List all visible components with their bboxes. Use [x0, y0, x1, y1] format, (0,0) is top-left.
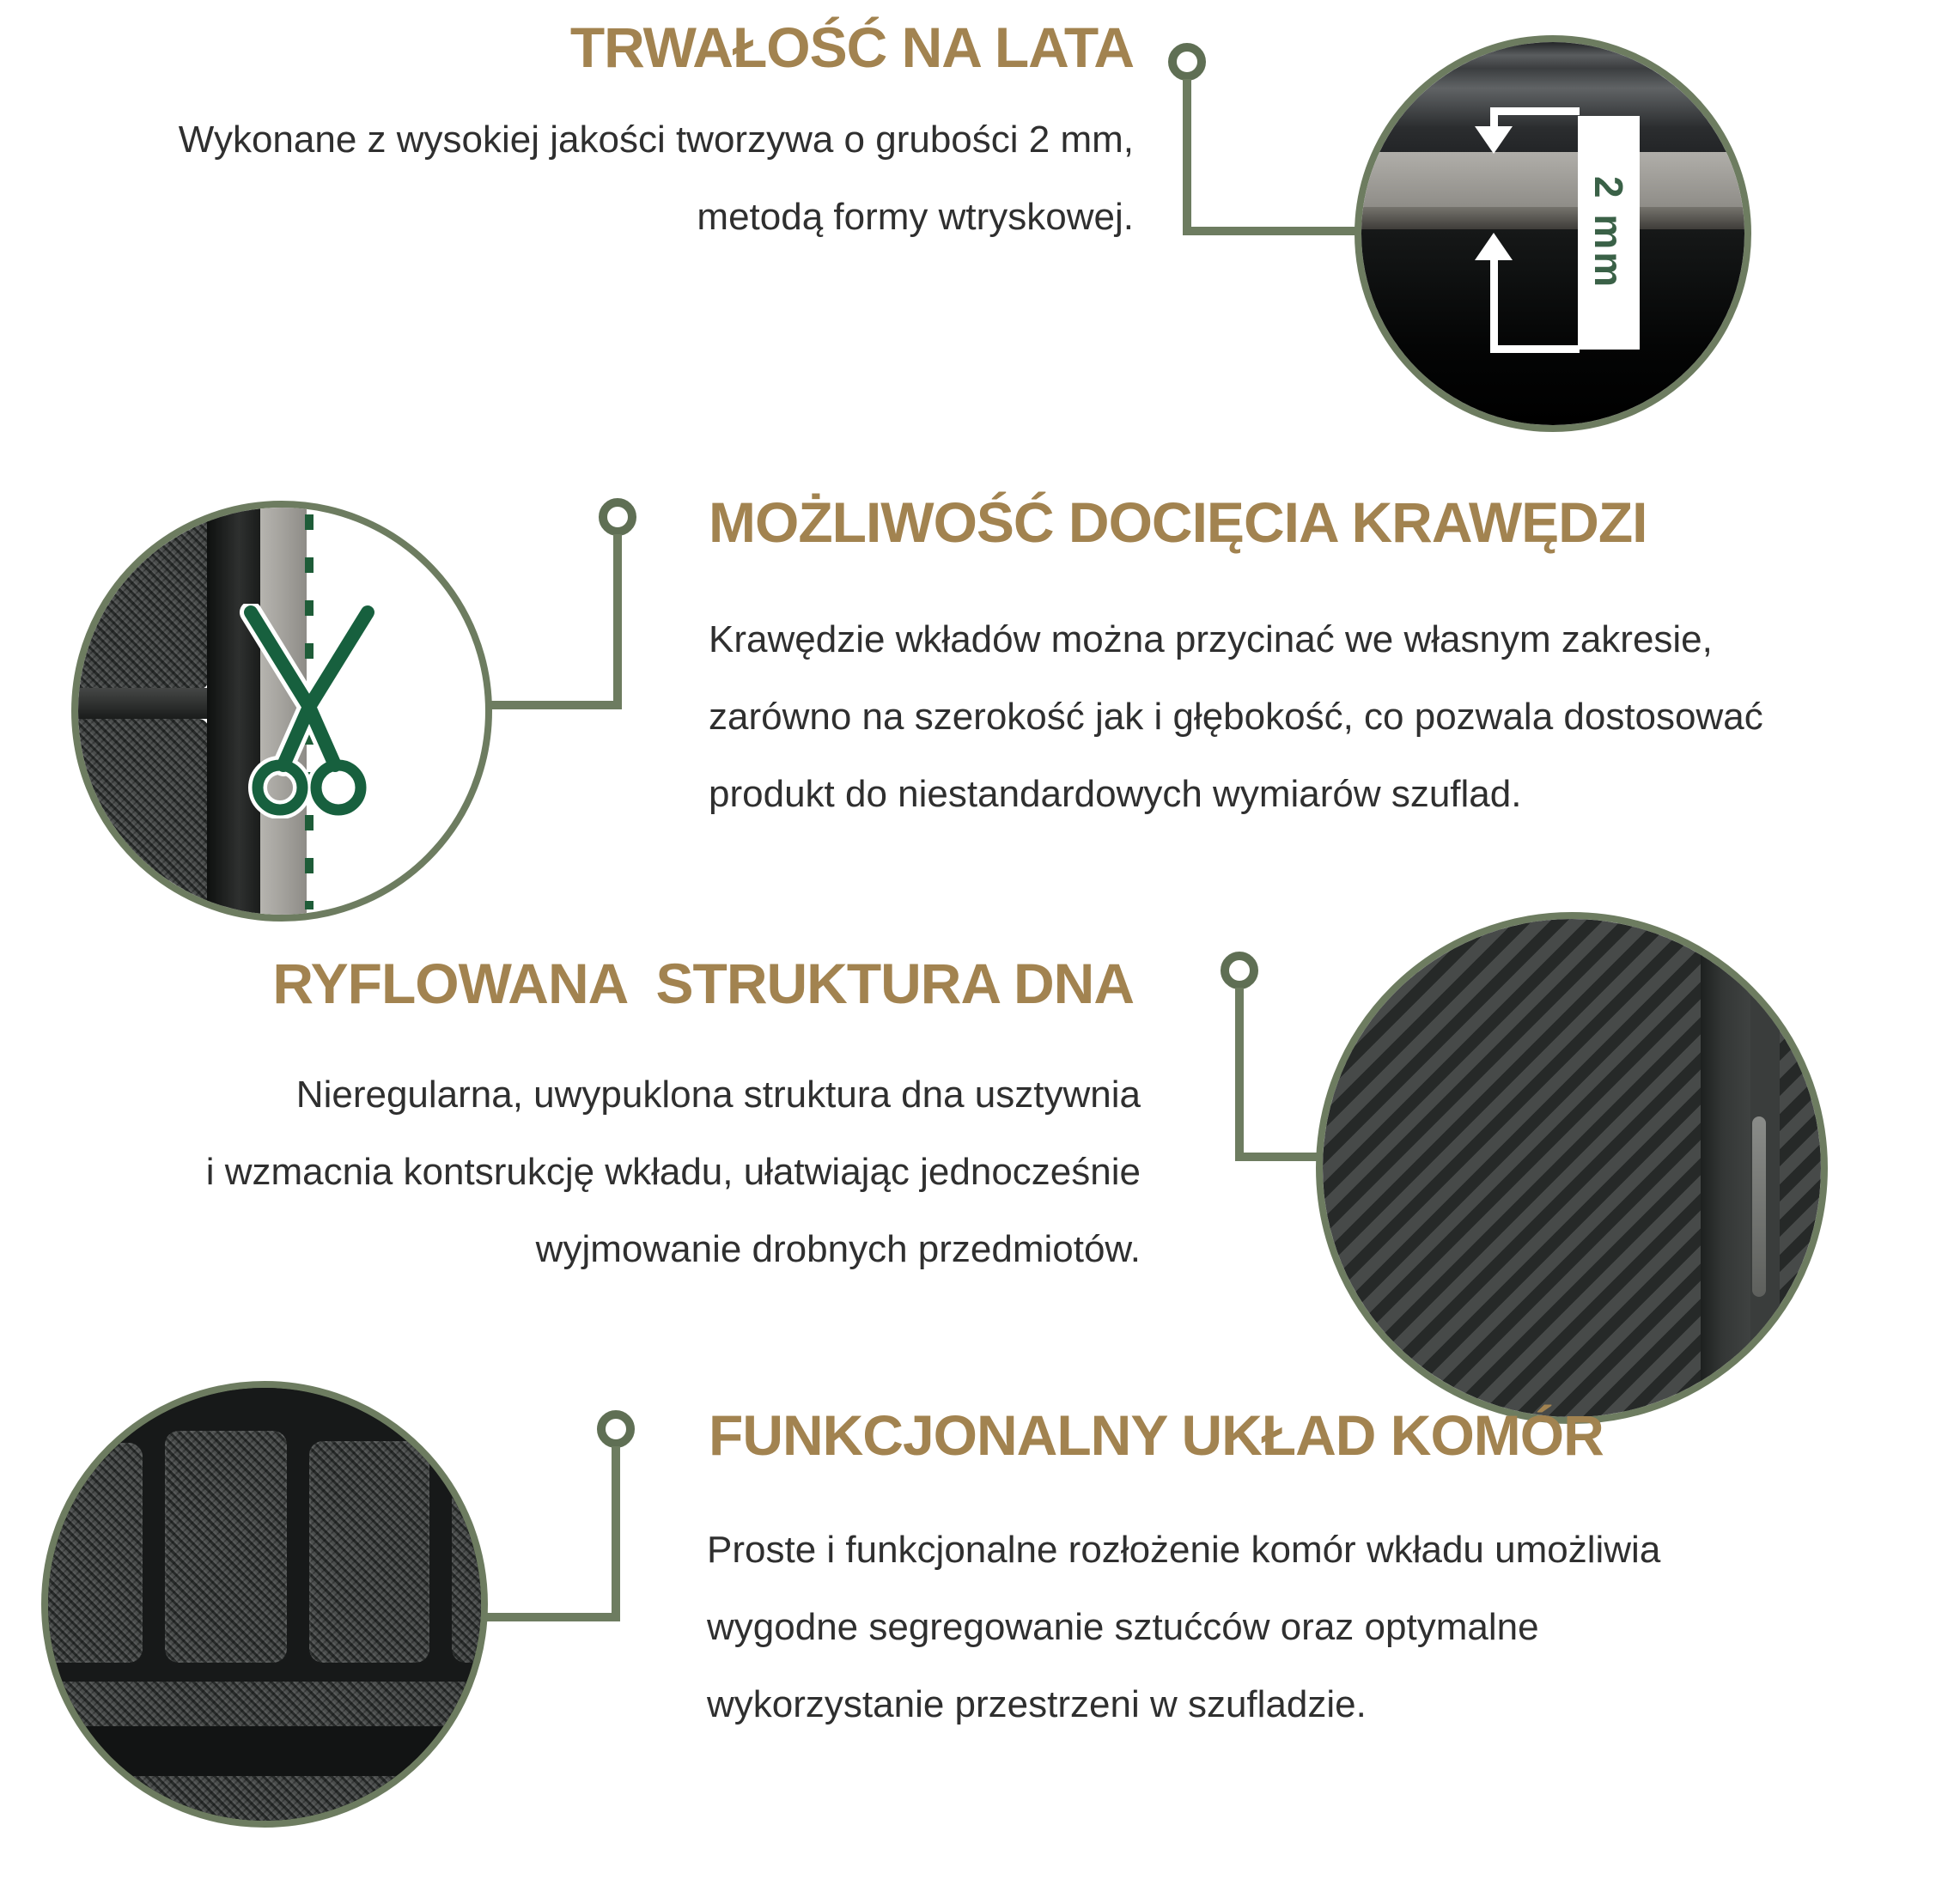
- durability-photo-circle: [1355, 35, 1751, 432]
- callout-line: [613, 534, 622, 709]
- measure-bracket: [1490, 260, 1498, 353]
- body-line: wygodne segregowanie sztućców oraz optymalne: [707, 1606, 1539, 1648]
- callout-line: [474, 701, 622, 709]
- compartments-photo-circle: [41, 1381, 488, 1828]
- body-line: Wykonane z wysokiej jakości tworzywa o grubości 2 mm,: [178, 119, 1134, 161]
- section-compartments-title: FUNKCJONALNY UKŁAD KOMÓR: [709, 1403, 1604, 1467]
- section-ribbed-bottom-body: [0, 1056, 1141, 1288]
- edge-cross-section-photo: [1361, 42, 1744, 425]
- arrow-up-icon: [1475, 233, 1513, 260]
- callout-node-icon: [597, 1410, 635, 1448]
- arrow-down-icon: [1475, 126, 1513, 154]
- callout-node-icon: [599, 498, 636, 536]
- scissors-icon: [232, 604, 387, 818]
- body-line: i wzmacnia kontsrukcję wkładu, ułatwiając jednocześnie: [205, 1151, 1141, 1193]
- ribbed-bottom-photo-circle: [1316, 912, 1828, 1424]
- body-line: wykorzystanie przestrzeni w szufladzie.: [707, 1683, 1367, 1725]
- body-line: Nieregularna, uwypuklona struktura dna usztywnia: [295, 1074, 1141, 1116]
- body-line: Krawędzie wkładów można przycinać we własnym zakresie,: [709, 618, 1713, 660]
- body-line: wyjmowanie drobnych przedmiotów.: [535, 1228, 1141, 1270]
- edge-trimming-photo-circle: [71, 501, 492, 922]
- callout-line: [1183, 227, 1361, 235]
- ribbed-texture-photo: [1323, 919, 1821, 1417]
- callout-line: [1183, 79, 1191, 235]
- callout-node-icon: [1221, 952, 1258, 989]
- measure-bracket: [1490, 345, 1580, 353]
- thickness-label: 2 mm: [1578, 116, 1640, 350]
- scissors-cut-edge-photo: [78, 508, 485, 915]
- callout-line: [1235, 988, 1244, 1161]
- section-compartments-body: [707, 1512, 1909, 1743]
- body-line: zarówno na szerokość jak i głębokość, co pozwala dostosować: [709, 696, 1763, 738]
- section-durability-title: TRWAŁOŚĆ NA LATA: [569, 15, 1134, 79]
- section-durability-body: [17, 101, 1134, 256]
- section-ribbed-bottom-title: RYFLOWANA STRUKTURA DNA: [272, 952, 1134, 1015]
- body-line: metodą formy wtryskowej.: [697, 196, 1134, 238]
- tray-compartments-photo: [48, 1388, 481, 1821]
- measure-bracket: [1490, 107, 1498, 126]
- callout-node-icon: [1168, 43, 1206, 81]
- callout-line: [612, 1446, 620, 1621]
- body-line: produkt do niestandardowych wymiarów szuflad.: [709, 773, 1522, 815]
- section-edge-trimming-title: MOŻLIWOŚĆ DOCIĘCIA KRAWĘDZI: [709, 490, 1647, 554]
- callout-line: [472, 1613, 620, 1621]
- section-edge-trimming-body: [709, 601, 1911, 833]
- measure-bracket: [1490, 107, 1580, 115]
- body-line: Proste i funkcjonalne rozłożenie komór wkładu umożliwia: [707, 1529, 1661, 1571]
- callout-line: [1235, 1153, 1323, 1161]
